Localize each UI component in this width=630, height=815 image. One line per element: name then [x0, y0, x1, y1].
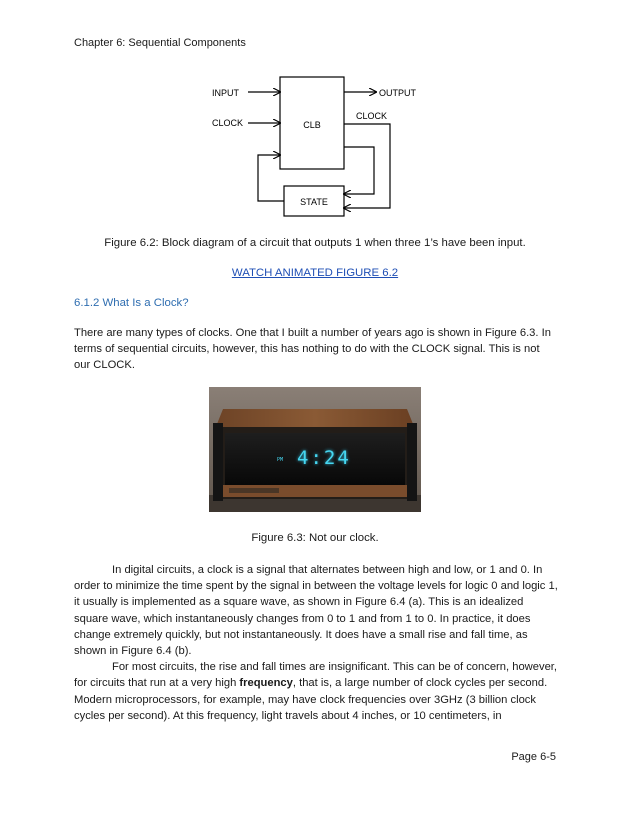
clock-pm-indicator: PM [277, 457, 284, 463]
p2-text-after: , that is, a large number of clock cycles per second. Modern microprocessors, for example, may have clock frequencies over 3GHz (3 billion clock cycles per second). At this frequency, light travels about 4 inches, or 10 centimeters, in [74, 677, 548, 722]
frequency-term: frequency [239, 677, 293, 690]
body-paragraph-1: In digital circuits, a clock is a signal that alternates between high and low, or 1 and 0. In order to minimize the time spent by the signal in between the voltage levels for logic 0 and logic 1, it usually is implemented as a square wave, as shown in Figure 6.4 (a). This is an idealized square wave, which instantaneously changes from 0 to 1 and from 1 to 0. In practice, it does change extremely quickly, but not instantaneously. It does have a small rise and fall time, as shown in Figure 6.4 (b). [74, 564, 558, 658]
body-text [74, 562, 558, 724]
running-header: Chapter 6: Sequential Components [74, 37, 246, 49]
figure-6-3-caption: Figure 6.3: Not our clock. [251, 532, 379, 544]
clock-display-time: 4:24 [297, 447, 351, 469]
figure-6-2-caption: Figure 6.2: Block diagram of a circuit that outputs 1 when three 1’s have been input. [104, 237, 526, 249]
clock-photo [209, 387, 421, 512]
clock-to-state-wire [344, 124, 390, 208]
output-label: OUTPUT [379, 88, 416, 98]
input-label: INPUT [212, 88, 239, 98]
clock-label-right: CLOCK [356, 111, 388, 121]
clock-label-left: CLOCK [212, 118, 244, 128]
p2-text-before: For most circuits, the rise and fall times are insignificant. This can be of concern, however, for circuits that run at a very high [74, 661, 558, 690]
block-diagram [200, 72, 430, 222]
section-heading: 6.1.2 What Is a Clock? [74, 297, 189, 309]
intro-text: There are many types of clocks. One that I built a number of years ago is shown in Figure 6.3. In terms of sequential circuits, however, this has nothing to do with the CLOCK signal. This is not our CLOCK. [74, 327, 551, 372]
watch-animated-figure-link[interactable]: WATCH ANIMATED FIGURE 6.2 [231, 267, 399, 279]
clb-label: CLB [303, 120, 321, 130]
intro-paragraph [74, 325, 558, 374]
body-paragraph-2 [74, 659, 558, 724]
state-label: STATE [300, 197, 328, 207]
clb-to-state-wire [344, 147, 374, 194]
page-number: Page 6-5 [511, 751, 556, 763]
